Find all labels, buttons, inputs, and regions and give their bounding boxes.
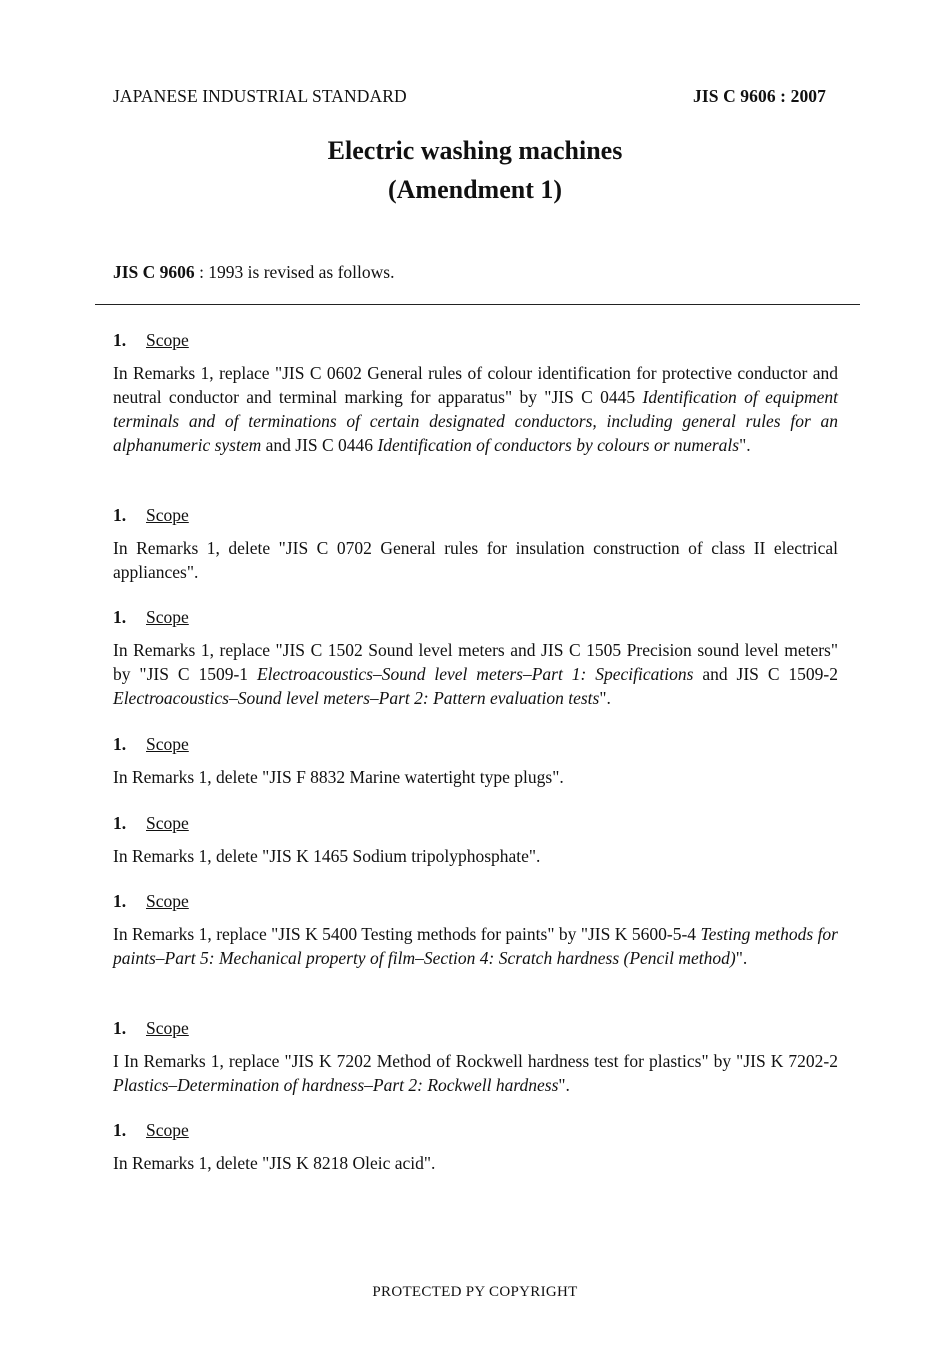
section-heading bbox=[113, 330, 189, 351]
section-heading bbox=[113, 813, 189, 834]
standard-title-italic: Identification of conductors by colours or numerals bbox=[377, 435, 740, 455]
section-title: Scope bbox=[146, 734, 189, 754]
section-heading bbox=[113, 607, 189, 628]
section-title: Scope bbox=[146, 505, 189, 525]
section-text: and JIS C 1509-2 bbox=[693, 664, 838, 684]
section-text: In Remarks 1, replace "JIS K 5400 Testing methods for paints" by "JIS K 5600-5-4 bbox=[113, 924, 701, 944]
header-standard-number: JIS C 9606 : 2007 bbox=[693, 86, 826, 106]
divider bbox=[95, 304, 860, 305]
section-text: ". bbox=[558, 1075, 570, 1095]
revision-text: : 1993 is revised as follows. bbox=[194, 262, 395, 282]
section-text: In Remarks 1, delete "JIS C 0702 General rules for insulation construction of class II electrical appliances". bbox=[113, 538, 838, 582]
document-subtitle: (Amendment 1) bbox=[387, 175, 563, 204]
section-body bbox=[113, 1151, 838, 1175]
section-body bbox=[113, 922, 838, 970]
section-title: Scope bbox=[146, 607, 189, 627]
section-body bbox=[113, 765, 838, 789]
section-number: 1. bbox=[113, 734, 127, 754]
section-text: In Remarks 1, replace "JIS C 1502 Sound level meters and JIS C 1505 Precision sound level meters" by "JIS C 1509-1 bbox=[113, 640, 838, 684]
section-heading bbox=[113, 1018, 189, 1039]
section-number: 1. bbox=[113, 505, 127, 525]
section-text: I In Remarks 1, replace "JIS K 7202 Method of Rockwell hardness test for plastics" by "JIS K 7202-2 bbox=[113, 1051, 838, 1071]
section-body bbox=[113, 361, 838, 457]
standard-title-italic: Electroacoustics–Sound level meters–Part 1: Specifications bbox=[256, 664, 694, 684]
section-heading bbox=[113, 1120, 189, 1141]
section-text: In Remarks 1, delete "JIS K 1465 Sodium tripolyphosphate". bbox=[113, 846, 541, 866]
section-number: 1. bbox=[113, 1018, 127, 1038]
document-title: Electric washing machines bbox=[327, 136, 623, 165]
section-title: Scope bbox=[146, 813, 189, 833]
section-text: ". bbox=[599, 688, 611, 708]
section-body bbox=[113, 638, 838, 710]
section-title: Scope bbox=[146, 1018, 189, 1038]
section-text: ". bbox=[735, 948, 748, 968]
header-standard-label: JAPANESE INDUSTRIAL STANDARD bbox=[113, 86, 407, 106]
section-heading bbox=[113, 505, 189, 526]
section-title: Scope bbox=[146, 891, 189, 911]
revision-standard: JIS C 9606 bbox=[113, 262, 195, 282]
standard-title-italic: Testing methods for paints–Part 5: Mechanical property of film–Section 4: Scratch hardness (Pencil method) bbox=[113, 924, 838, 968]
standard-title-italic: Electroacoustics–Sound level meters–Part 2: Pattern evaluation tests bbox=[113, 688, 600, 708]
section-number: 1. bbox=[113, 1120, 127, 1140]
section-body bbox=[113, 536, 838, 584]
section-text: ". bbox=[739, 435, 751, 455]
section-number: 1. bbox=[113, 813, 127, 833]
section-heading bbox=[113, 734, 189, 755]
section-body bbox=[113, 1049, 838, 1097]
copyright-footer: PROTECTED PY COPYRIGHT bbox=[372, 1284, 578, 1300]
standard-title-italic: Identification of equipment terminals and of terminations of certain designated conductors, including general rules for an alphanumeric system bbox=[113, 387, 838, 455]
section-number: 1. bbox=[113, 330, 127, 350]
section-text: In Remarks 1, replace "JIS C 0602 General rules of colour identification for protective conductor and neutral conductor and terminal marking for apparatus" by "JIS C 0445 bbox=[113, 363, 838, 407]
section-body bbox=[113, 844, 838, 868]
section-number: 1. bbox=[113, 607, 127, 627]
section-text: and JIS C 0446 bbox=[261, 435, 378, 455]
section-title: Scope bbox=[146, 1120, 189, 1140]
section-number: 1. bbox=[113, 891, 127, 911]
standard-title-italic: Plastics–Determination of hardness–Part 2: Rockwell hardness bbox=[113, 1075, 559, 1095]
section-text: In Remarks 1, delete "JIS K 8218 Oleic acid". bbox=[113, 1153, 436, 1173]
section-title: Scope bbox=[146, 330, 189, 350]
revision-statement bbox=[113, 262, 394, 283]
section-text: In Remarks 1, delete "JIS F 8832 Marine watertight type plugs". bbox=[113, 767, 564, 787]
section-heading bbox=[113, 891, 189, 912]
